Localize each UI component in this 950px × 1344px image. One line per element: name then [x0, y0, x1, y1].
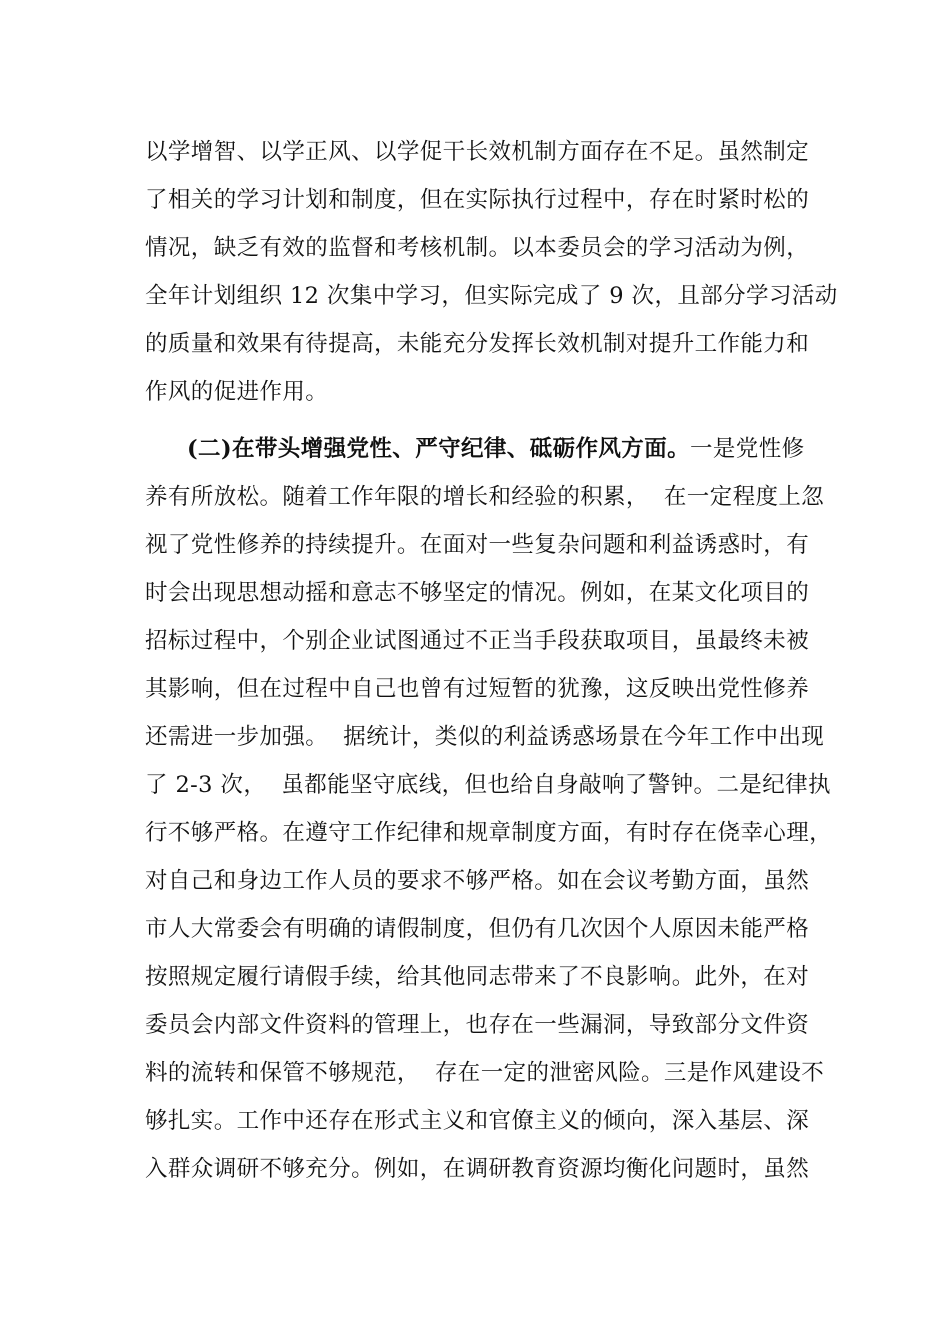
paragraph-2-line-4: 时会出现思想动摇和意志不够坚定的情况。例如，在某文化项目的 [145, 580, 810, 606]
paragraph-2-line-15: 够扎实。工作中还存在形式主义和官僚主义的倾向，深入基层、深 [145, 1108, 810, 1134]
paragraph-2-line-3: 视了党性修养的持续提升。在面对一些复杂问题和利益诱惑时，有 [145, 532, 810, 558]
paragraph-2-line-6: 其影响，但在过程中自己也曾有过短暂的犹豫，这反映出党性修养 [145, 676, 810, 702]
paragraph-2-line-10: 对自己和身边工作人员的要求不够严格。如在会议考勤方面，虽然 [145, 868, 810, 894]
paragraph-1-line-4: 全年计划组织 12 次集中学习，但实际完成了 9 次，且部分学习活动 [145, 283, 838, 309]
paragraph-2-line-12: 按照规定履行请假手续，给其他同志带来了不良影响。此外，在对 [145, 964, 810, 990]
paragraph-1-line-3: 情况，缺乏有效的监督和考核机制。以本委员会的学习活动为例， [145, 235, 810, 261]
paragraph-2-line-2: 养有所放松。随着工作年限的增长和经验的积累， 在一定程度上忽 [145, 484, 825, 510]
paragraph-2-line-16: 入群众调研不够充分。例如，在调研教育资源均衡化问题时，虽然 [145, 1156, 810, 1182]
paragraph-1-line-5: 的质量和效果有待提高，未能充分发挥长效机制对提升工作能力和 [145, 331, 810, 357]
paragraph-2-line-8: 了 2-3 次， 虽都能坚守底线，但也给自身敲响了警钟。二是纪律执 [145, 772, 831, 798]
section-heading: (二)在带头增强党性、严守纪律、砥砺作风方面。 [187, 436, 690, 462]
paragraph-2-line-11: 市人大常委会有明确的请假制度，但仍有几次因个人原因未能严格 [145, 916, 810, 942]
paragraph-1-line-6: 作风的促进作用。 [145, 379, 329, 405]
paragraph-2-line-14: 料的流转和保管不够规范， 存在一定的泄密风险。三是作风建设不 [145, 1060, 825, 1086]
paragraph-2-first-line [187, 434, 857, 464]
paragraph-2-line-13: 委员会内部文件资料的管理上，也存在一些漏洞，导致部分文件资 [145, 1012, 810, 1038]
paragraph-1-line-2: 了相关的学习计划和制度，但在实际执行过程中，存在时紧时松的 [145, 187, 810, 213]
paragraph-2-line-9: 行不够严格。在遵守工作纪律和规章制度方面，有时存在侥幸心理， [145, 820, 833, 846]
paragraph-1-line-1: 以学增智、以学正风、以学促干长效机制方面存在不足。虽然制定 [145, 139, 810, 165]
paragraph-2-line-7: 还需进一步加强。 据统计，类似的利益诱惑场景在今年工作中出现 [145, 724, 825, 750]
paragraph-2-first-line-text: 一是党性修 [690, 436, 805, 462]
paragraph-2-line-5: 招标过程中，个别企业试图通过不正当手段获取项目，虽最终未被 [145, 628, 810, 654]
